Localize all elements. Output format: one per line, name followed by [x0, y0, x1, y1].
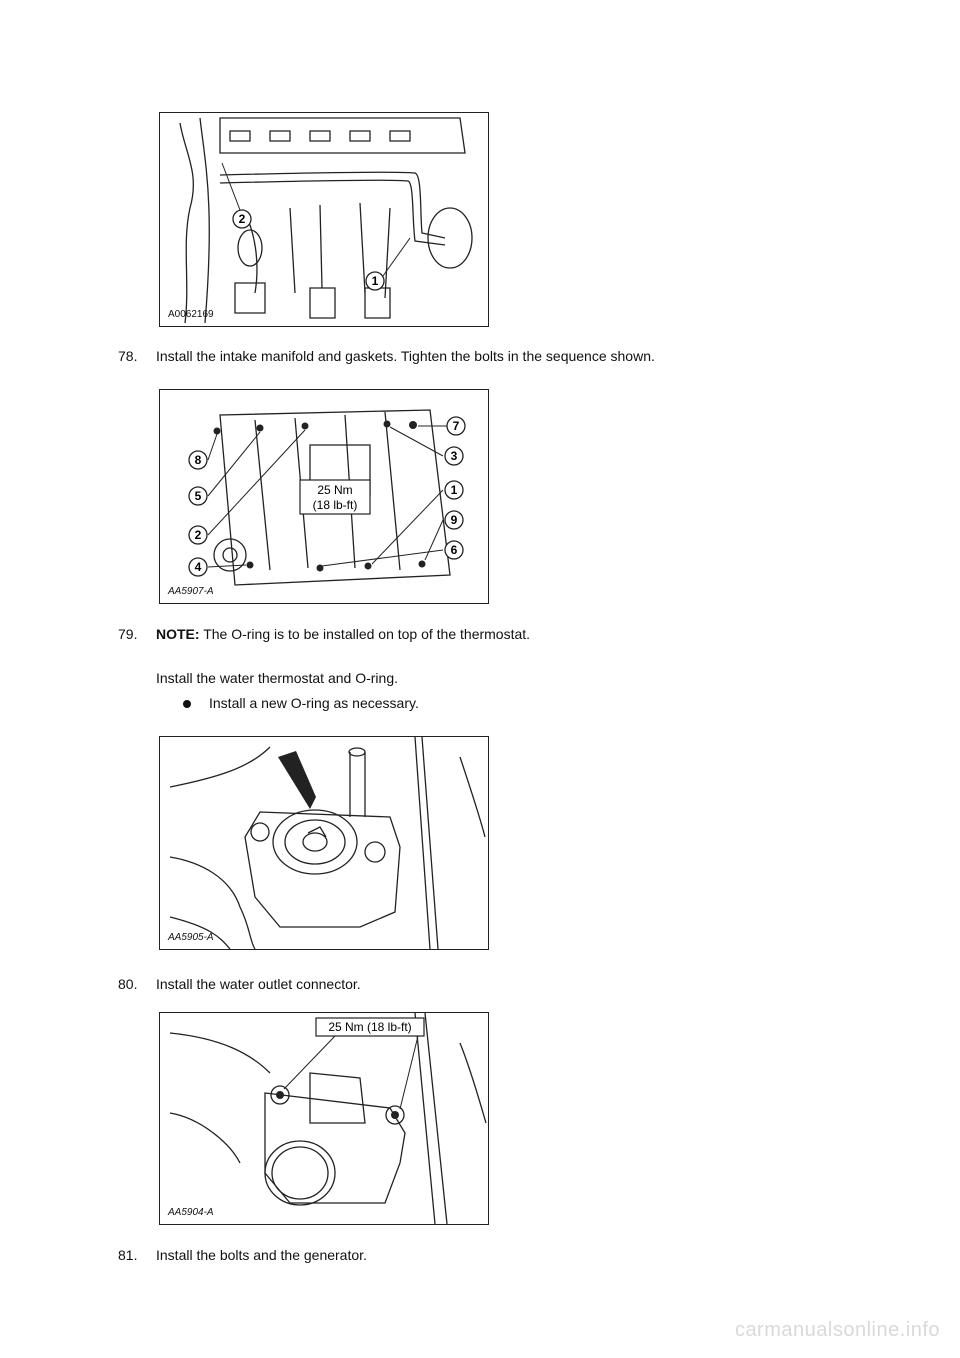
callout-1: 1	[371, 274, 379, 288]
step-number: 78.	[118, 348, 138, 364]
callout-3: 3	[450, 449, 458, 463]
figure-code: A0062169	[168, 309, 214, 320]
callout-2: 2	[194, 528, 202, 542]
step-number: 81.	[118, 1247, 138, 1263]
figure-code: AA5907-A	[168, 586, 214, 597]
step-number: 80.	[118, 976, 138, 992]
callout-9: 9	[450, 513, 458, 527]
callout-6: 6	[450, 543, 458, 557]
torque-label-line1: 25 Nm	[317, 483, 353, 497]
watermark: carmanualsonline.info	[734, 1319, 940, 1341]
torque-label: 25 Nm (18 lb-ft)	[328, 1020, 412, 1034]
callout-8: 8	[194, 453, 202, 467]
step-number: 79.	[118, 626, 138, 642]
bullet-text: Install a new O-ring as necessary.	[209, 695, 419, 711]
coolant-tube-illustration	[160, 113, 488, 326]
callout-4: 4	[194, 560, 202, 574]
callout-7: 7	[452, 419, 460, 433]
step-text: Install the intake manifold and gaskets. Tighten the bolts in the sequence shown.	[156, 348, 655, 364]
torque-label-line2: (18 lb-ft)	[312, 498, 358, 512]
figure-code: AA5904-A	[168, 1207, 214, 1218]
bullet-dot	[183, 700, 191, 708]
step-note	[156, 625, 530, 643]
step-text: Install the water outlet connector.	[156, 976, 361, 992]
figure-thermostat	[159, 736, 489, 950]
figure-coolant-tube	[159, 112, 489, 327]
callout-2: 2	[238, 212, 246, 226]
note-text: The O-ring is to be installed on top of the thermostat.	[199, 626, 531, 642]
intake-manifold-illustration	[160, 390, 488, 603]
callout-5: 5	[194, 489, 202, 503]
figure-intake-manifold	[159, 389, 489, 604]
step-text: Install the bolts and the generator.	[156, 1247, 367, 1263]
thermostat-illustration	[160, 737, 488, 949]
step-79-instruction: Install the water thermostat and O-ring.	[156, 670, 398, 686]
water-outlet-illustration	[160, 1013, 488, 1224]
figure-code: AA5905-A	[168, 932, 214, 943]
note-label: NOTE:	[156, 626, 200, 642]
figure-water-outlet	[159, 1012, 489, 1225]
callout-1: 1	[450, 483, 458, 497]
